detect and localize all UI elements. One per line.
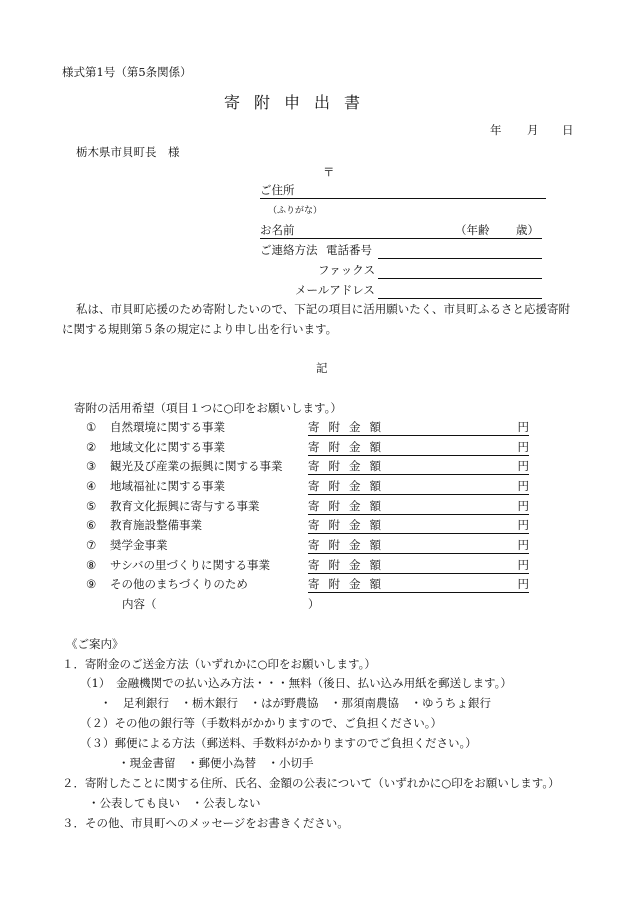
purpose-label: 観光及び産業の振興に関する事業 bbox=[110, 459, 283, 473]
amount-label: 寄附金額 bbox=[308, 479, 390, 493]
guide-item-1-1: （1） 金融機関での払い込み方法・・・無料（後日、払い込み用紙を郵送します。） bbox=[80, 676, 512, 690]
yen-label: 円 bbox=[517, 420, 529, 434]
purpose-number: ④ bbox=[86, 479, 97, 493]
amount-label: 寄附金額 bbox=[308, 577, 390, 591]
purpose-label: 教育文化振興に寄与する事業 bbox=[110, 499, 260, 513]
purpose-number: ⑧ bbox=[86, 558, 97, 572]
purpose-row[interactable] bbox=[86, 459, 283, 474]
amount-label: 寄附金額 bbox=[308, 499, 390, 513]
amount-label: 寄附金額 bbox=[308, 558, 390, 572]
purpose-row[interactable] bbox=[86, 518, 202, 533]
amount-label: 寄附金額 bbox=[308, 538, 390, 552]
amount-label: 寄附金額 bbox=[308, 518, 390, 532]
purpose-number: ⑨ bbox=[86, 577, 97, 591]
purpose-heading: 寄附の活用希望（項目１つに○印をお願いします。） bbox=[74, 401, 342, 415]
amount-field[interactable] bbox=[308, 460, 529, 475]
content-open-label: 内容（ bbox=[122, 597, 157, 611]
intro-line-1: 私は、市貝町応援のため寄附したいので、下記の項目に活用願いたく、市貝町ふるさと応援寄附 bbox=[76, 302, 571, 316]
purpose-label: 地域福祉に関する事業 bbox=[110, 479, 225, 493]
purpose-label: 地域文化に関する事業 bbox=[110, 440, 225, 454]
purpose-number: ③ bbox=[86, 459, 97, 473]
phone-label: 電話番号 bbox=[326, 243, 372, 257]
amount-field[interactable] bbox=[308, 519, 529, 534]
purpose-row[interactable] bbox=[86, 538, 168, 553]
contact-label: ご連絡方法 bbox=[260, 243, 318, 257]
guide-item-1-3: （３）郵便による方法（郵送料、手数料がかかりますのでご負担ください。） bbox=[80, 736, 477, 750]
amount-field[interactable] bbox=[308, 578, 529, 593]
purpose-row[interactable] bbox=[86, 558, 270, 573]
ki-mark: 記 bbox=[316, 361, 328, 375]
purpose-row[interactable] bbox=[86, 577, 248, 592]
guide-section-2-title: ２．寄附したことに関する住所、氏名、金額の公表について（いずれかに○印をお願いします。） bbox=[62, 776, 560, 790]
publish-options: ・公表しても良い ・公表しない bbox=[88, 796, 261, 810]
addressee: 栃木県市貝町長 様 bbox=[76, 145, 180, 159]
purpose-label: 自然環境に関する事業 bbox=[110, 420, 225, 434]
date-day: 日 bbox=[562, 123, 574, 137]
purpose-label: その他のまちづくりのため bbox=[110, 577, 248, 591]
name-label: お名前 bbox=[260, 223, 295, 237]
address-field[interactable] bbox=[260, 184, 546, 199]
amount-field[interactable] bbox=[308, 421, 529, 436]
purpose-number: ① bbox=[86, 420, 97, 434]
amount-field[interactable] bbox=[308, 559, 529, 574]
postal-methods: ・現金書留 ・郵便小為替 ・小切手 bbox=[118, 756, 314, 770]
yen-label: 円 bbox=[517, 558, 529, 572]
guide-item-1-2: （２）その他の銀行等（手数料がかかりますので、ご負担ください。） bbox=[80, 716, 443, 730]
amount-field[interactable] bbox=[308, 539, 529, 554]
yen-label: 円 bbox=[517, 479, 529, 493]
guide-section-3-title: ３．その他、市貝町へのメッセージをお書きください。 bbox=[62, 816, 349, 830]
page-title: 寄附申出書 bbox=[224, 93, 375, 112]
phone-field[interactable] bbox=[378, 244, 542, 259]
fax-field[interactable] bbox=[378, 264, 542, 279]
email-field[interactable] bbox=[378, 284, 542, 299]
yen-label: 円 bbox=[517, 518, 529, 532]
postal-mark: 〒 bbox=[323, 165, 335, 179]
yen-label: 円 bbox=[517, 440, 529, 454]
intro-line-2: に関する規則第５条の規定により申し出を行います。 bbox=[62, 322, 338, 336]
yen-label: 円 bbox=[517, 538, 529, 552]
amount-label: 寄附金額 bbox=[308, 459, 390, 473]
purpose-row[interactable] bbox=[86, 420, 225, 435]
purpose-label: 奨学金事業 bbox=[110, 538, 168, 552]
email-label: メールアドレス bbox=[295, 283, 375, 297]
purpose-row[interactable] bbox=[86, 499, 260, 514]
date-month: 月 bbox=[527, 123, 539, 137]
form-number: 様式第1号（第5条関係） bbox=[62, 65, 192, 79]
amount-field[interactable] bbox=[308, 441, 529, 456]
name-field[interactable] bbox=[260, 224, 542, 239]
amount-field[interactable] bbox=[308, 480, 529, 495]
address-label: ご住所 bbox=[260, 183, 295, 197]
purpose-label: サシバの里づくりに関する事業 bbox=[110, 558, 270, 572]
furigana-label: （ふりがな） bbox=[268, 206, 323, 216]
purpose-number: ⑤ bbox=[86, 499, 97, 513]
yen-label: 円 bbox=[517, 499, 529, 513]
purpose-row[interactable] bbox=[86, 479, 225, 494]
age-close-label: 歳） bbox=[516, 223, 539, 237]
purpose-label: 教育施設整備事業 bbox=[110, 518, 202, 532]
purpose-number: ⑥ bbox=[86, 518, 97, 532]
guide-heading: 《ご案内》 bbox=[66, 637, 124, 651]
purpose-number: ② bbox=[86, 440, 97, 454]
yen-label: 円 bbox=[517, 459, 529, 473]
fax-label: ファックス bbox=[318, 263, 376, 277]
purpose-number: ⑦ bbox=[86, 538, 97, 552]
amount-field[interactable] bbox=[308, 500, 529, 515]
content-close-label: ） bbox=[308, 597, 320, 611]
yen-label: 円 bbox=[517, 577, 529, 591]
amount-label: 寄附金額 bbox=[308, 440, 390, 454]
purpose-row[interactable] bbox=[86, 440, 225, 455]
date-year: 年 bbox=[490, 123, 502, 137]
guide-section-1-title: １．寄附金のご送金方法（いずれかに○印をお願いします。） bbox=[62, 657, 376, 671]
bank-list: ・ 足利銀行 ・栃木銀行 ・はが野農協 ・那須南農協 ・ゆうちょ銀行 bbox=[100, 696, 491, 710]
age-open-label: （年齢 bbox=[455, 223, 490, 237]
amount-label: 寄附金額 bbox=[308, 420, 390, 434]
